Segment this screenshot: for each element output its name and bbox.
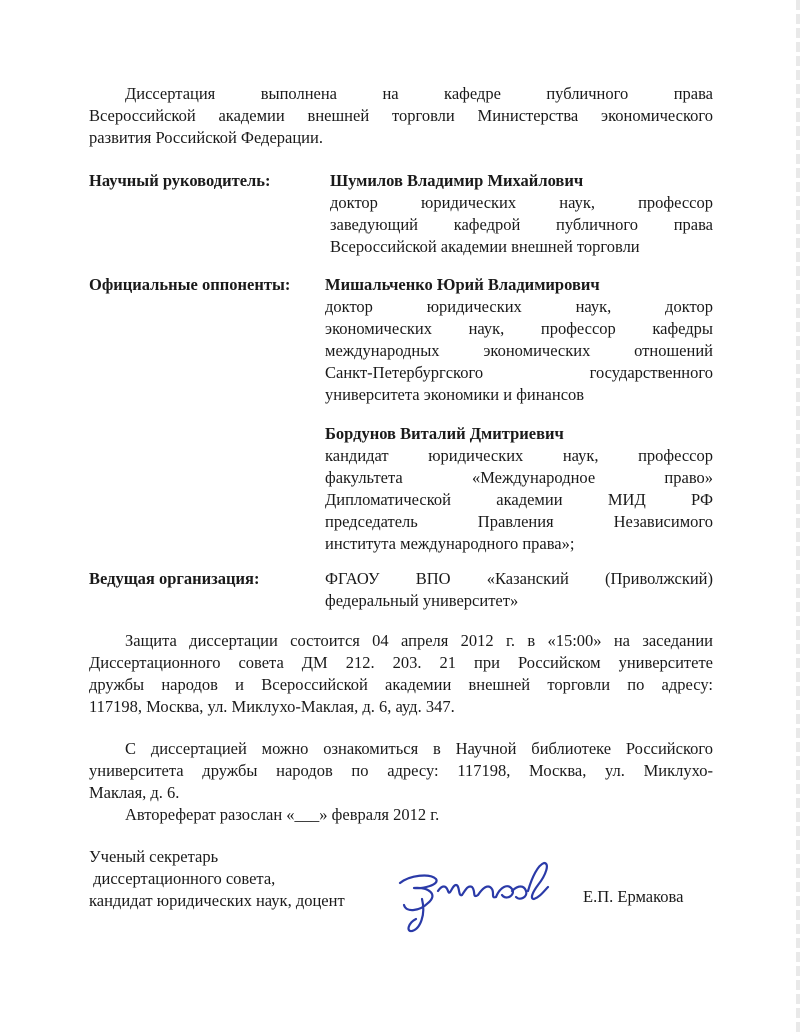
secretary-line: Ученый секретарь — [89, 847, 219, 866]
intro-line: развития Российской Федерации. — [89, 128, 323, 147]
handwritten-signature — [392, 855, 557, 935]
supervisor-line: доктор юридических наук, профессор — [330, 193, 713, 212]
intro-paragraph — [89, 83, 713, 149]
leading-org-block — [325, 568, 713, 612]
opponent-first-line: доктор юридических наук, доктор — [325, 297, 713, 316]
defense-line: 117198, Москва, ул. Миклухо-Маклая, д. 6, ауд. 347. — [89, 697, 455, 716]
defense-paragraph — [89, 630, 713, 718]
library-paragraph — [89, 738, 713, 826]
opponent-second-line: председатель Правления Независимого — [325, 512, 713, 531]
supervisor-label: Научный руководитель: — [89, 171, 271, 190]
opponent-second-block — [325, 423, 713, 555]
defense-line: дружбы народов и Всероссийской академии внешней торговли по адресу: — [89, 675, 713, 694]
opponent-first-line: Санкт-Петербургского государственного — [325, 363, 713, 382]
library-line: С диссертацией можно ознакомиться в Научной библиотеке Российского — [125, 739, 713, 758]
opponent-second-line: Дипломатической академии МИД РФ — [325, 490, 713, 509]
supervisor-name: Шумилов Владимир Михайлович — [330, 171, 584, 190]
secretary-name: Е.П. Ермакова — [583, 887, 684, 906]
opponent-first-line: университета экономики и финансов — [325, 385, 585, 404]
library-line: университета дружбы народов по адресу: 117198, Москва, ул. Миклухо- — [89, 761, 713, 780]
leading-org-line: ФГАОУ ВПО «Казанский (Приволжский) — [325, 569, 713, 588]
supervisor-line: заведующий кафедрой публичного права — [330, 215, 713, 234]
opponent-second-name: Бордунов Виталий Дмитриевич — [325, 424, 564, 443]
intro-line: Диссертация выполнена на кафедре публичного права — [125, 84, 713, 103]
intro-line: Всероссийской академии внешней торговли Министерства экономического — [89, 106, 713, 125]
supervisor-block — [330, 170, 713, 258]
secretary-line: диссертационного совета, — [89, 869, 276, 888]
secretary-line: кандидат юридических наук, доцент — [89, 891, 345, 910]
secretary-block — [89, 846, 345, 912]
opponent-second-line: факультета «Международное право» — [325, 468, 713, 487]
opponent-first-line: экономических наук, профессор кафедры — [325, 319, 713, 338]
opponent-second-line: кандидат юридических наук, профессор — [325, 446, 713, 465]
library-line: Маклая, д. 6. — [89, 783, 180, 802]
opponent-first-name: Мишальченко Юрий Владимирович — [325, 275, 600, 294]
leading-org-label: Ведущая организация: — [89, 569, 260, 588]
leading-org-line: федеральный университет» — [325, 591, 519, 610]
defense-line: Диссертационного совета ДМ 212. 203. 21 при Российском университете — [89, 653, 713, 672]
supervisor-line: Всероссийской академии внешней торговли — [330, 237, 640, 256]
opponent-first-line: международных экономических отношений — [325, 341, 713, 360]
scan-edge — [796, 0, 800, 1035]
opponent-second-line: института международного права»; — [325, 534, 575, 553]
opponents-label: Официальные оппоненты: — [89, 275, 291, 294]
defense-line: Защита диссертации состоится 04 апреля 2012 г. в «15:00» на заседании — [125, 631, 713, 650]
sent-line: Автореферат разослан «___» февраля 2012 г. — [125, 805, 440, 824]
opponent-first-block — [325, 274, 713, 406]
